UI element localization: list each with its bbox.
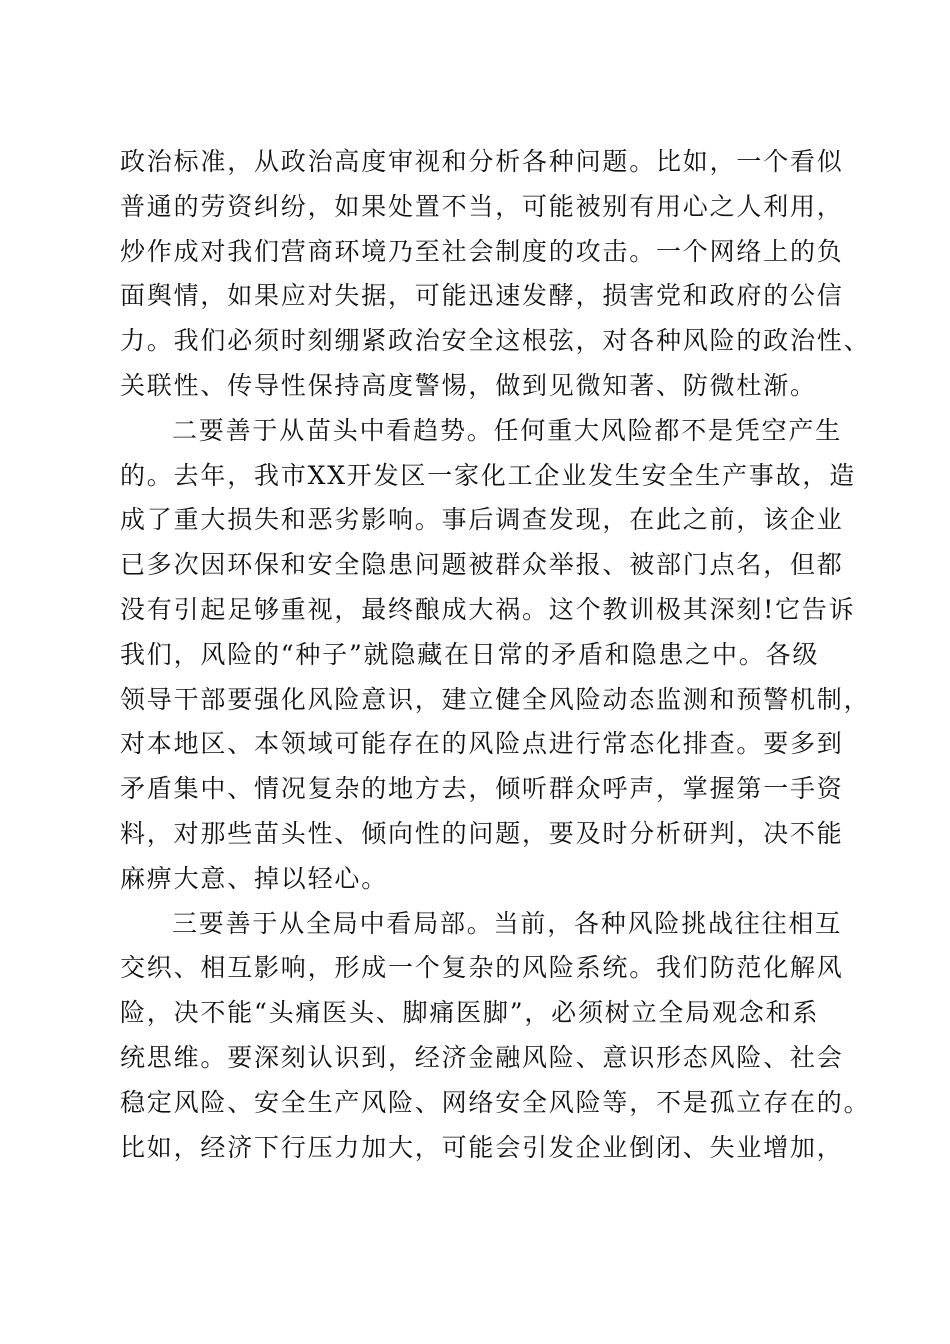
text-line: 没有引起足够重视，最终酿成大祸。这个教训极其深刻!它告诉	[120, 594, 856, 624]
text-line: 已多次因环保和安全隐患问题被群众举报、被部门点名，但都	[120, 550, 844, 580]
paragraph-2	[120, 409, 871, 902]
text-line: 交织、相互影响，形成一个复杂的风险系统。我们防范化解风	[120, 953, 844, 983]
text-line: 炒作成对我们营商环境乃至社会制度的攻击。一个网络上的负	[120, 236, 844, 266]
text-line: 对本地区、本领域可能存在的风险点进行常态化排查。要多到	[120, 729, 844, 759]
text-line: 比如，经济下行压力加大，可能会引发企业倒闭、失业增加，	[120, 1132, 844, 1162]
text-line: 政治标准，从政治高度审视和分析各种问题。比如，一个看似	[120, 147, 844, 176]
text-line: 面舆情，如果应对失据，可能迅速发酵，损害党和政府的公信	[120, 281, 844, 311]
text-line: 料，对那些苗头性、倾向性的问题，要及时分析研判，决不能	[120, 818, 844, 848]
text-line: 领导干部要强化风险意识，建立健全风险动态监测和预警机制，	[120, 684, 871, 714]
text-line: 险，决不能“头痛医头、脚痛医脚”，必须树立全局观念和系	[120, 998, 820, 1028]
text-line: 的。去年，我市XX开发区一家化工企业发生安全生产事故，造	[120, 460, 856, 490]
text-line: 麻痹大意、掉以轻心。	[120, 863, 389, 893]
text-line: 力。我们必须时刻绷紧政治安全这根弦，对各种风险的政治性、	[120, 326, 871, 356]
text-line: 二要善于从苗头中看趋势。任何重大风险都不是凭空产生	[172, 415, 843, 445]
document-body	[120, 140, 871, 1170]
text-line: 我们，风险的“种子”就隐藏在日常的矛盾和隐患之中。各级	[120, 639, 820, 669]
text-line: 矛盾集中、情况复杂的地方去，倾听群众呼声，掌握第一手资	[120, 774, 844, 804]
text-line: 成了重大损失和恶劣影响。事后调查发现，在此之前，该企业	[120, 505, 844, 535]
text-line: 普通的劳资纠纷，如果处置不当，可能被别有用心之人利用，	[120, 191, 844, 221]
text-line: 统思维。要深刻认识到，经济金融风险、意识形态风险、社会	[120, 1042, 844, 1072]
text-line: 关联性、传导性保持高度警惕，做到见微知著、防微杜渐。	[120, 370, 817, 400]
text-line: 三要善于从全局中看局部。当前，各种风险挑战往往相互	[172, 908, 843, 938]
paragraph-1	[120, 140, 871, 409]
text-line: 稳定风险、安全生产风险、网络安全风险等，不是孤立存在的。	[120, 1087, 871, 1117]
paragraph-3	[120, 902, 871, 1171]
